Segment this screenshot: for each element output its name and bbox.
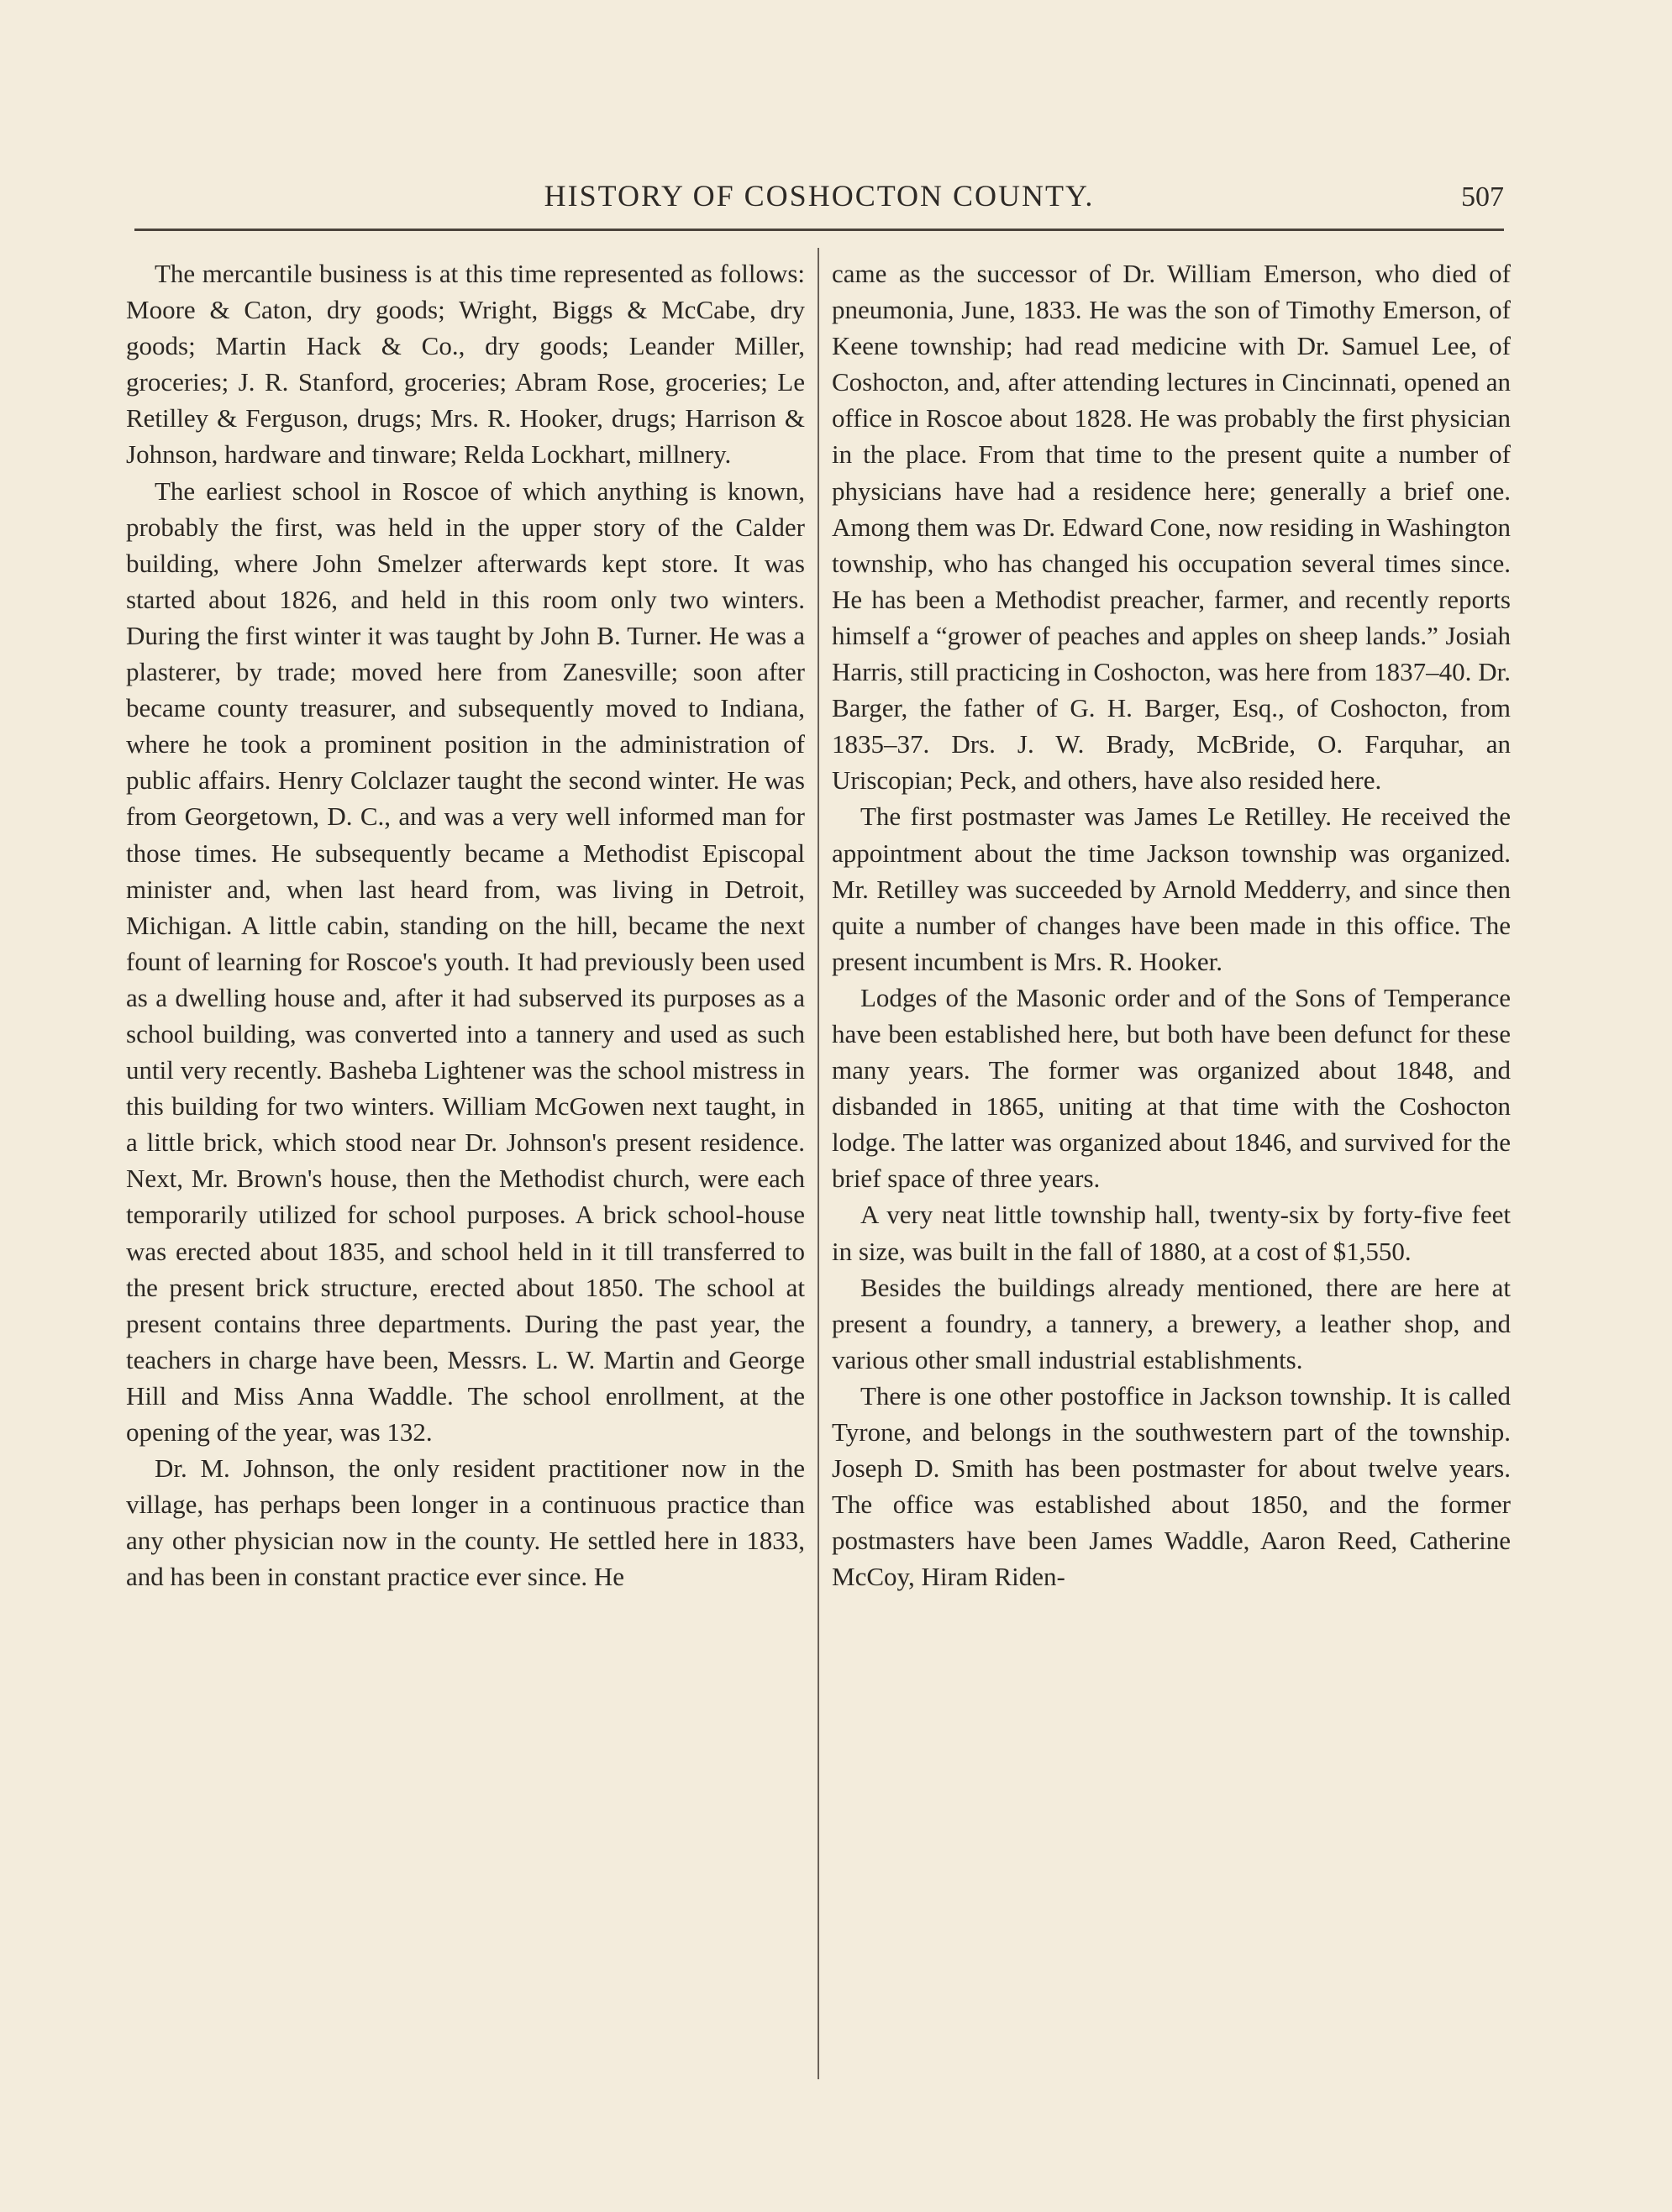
paragraph-earliest-school: The earliest school in Roscoe of which anything is known, probably the first, was held in the upper story of the Calder building, where John Smelzer afterwards kept store. It was started about 1826, and held in this room only two winters. During the first winter it was taught by John B. Turner. He was a plasterer, by trade; moved here from Zanesville; soon after became county treasurer, and subsequently moved to Indiana, where he took a prominent position in the administration of public affairs. Henry Colclazer taught the second winter. He was from Georgetown, D. C., and was a very well informed man for those times. He subsequently became a Methodist Episcopal minister and, when last heard from, was living in Detroit, Michigan. A little cabin, standing on the hill, became the next fount of learning for Roscoe's youth. It had previously been used as a dwelling house and, after it had subserved its purposes as a school building, was converted into a tannery and used as such until very recently. Basheba Lightener was the school mistress in this building for two winters. William McGowen next taught, in a little brick, which stood near Dr. Johnson's present residence. Next, Mr. Brown's house, then the Methodist church, were each temporarily utilized for school purposes. A brick school-house was erected about 1835, and school held in it till transferred to the present brick structure, erected about 1850. The school at present contains three departments. During the past year, the teachers in charge have been, Messrs. L. W. Martin and George Hill and Miss Anna Waddle. The school enrollment, at the opening of the year, was 132. <box>126 476 805 1447</box>
paragraph-industrial-buildings: Besides the buildings already mentioned, there are here at present a foundry, a tannery, a brewery, a leather shop, and various other small industrial establishments. <box>832 1272 1511 1374</box>
paragraph-mercantile: The mercantile business is at this time represented as follows: Moore & Caton, dry goods; Wright, Biggs & McCabe, dry goods; Martin Hack & Co., dry goods; Leander Miller, groceries; J. R. Stanford, groceries; Abram Rose, groceries; Le Retilley & Ferguson, drugs; Mrs. R. Hooker, drugs; Harrison & Johnson, hardware and tinware; Relda Lockhart, millnery. <box>126 259 805 470</box>
column-divider <box>818 248 819 2079</box>
running-title: HISTORY OF COSHOCTON COUNTY. <box>544 179 1095 213</box>
page-header <box>134 178 1504 225</box>
paragraph-tyrone-postoffice: There is one other postoffice in Jackson township. It is called Tyrone, and belongs in the southwestern part of the township. Joseph D. Smith has been postmaster for about twelve years. The office was established about 1850, and the former postmasters have been James Waddle, Aaron Reed, Catherine McCoy, Hiram Riden- <box>832 1380 1511 1592</box>
paragraph-lodges: Lodges of the Masonic order and of the Sons of Temperance have been established here, but both have been defunct for these many years. The former was organized about 1848, and disbanded in 1865, uniting at that time with the Coshocton lodge. The latter was organized about 1846, and survived for the brief space of three years. <box>832 982 1511 1194</box>
left-column <box>126 255 805 1595</box>
right-column <box>832 255 1511 1595</box>
page-number: 507 <box>1461 181 1504 213</box>
paragraph-physicians-continued: came as the successor of Dr. William Emerson, who died of pneumonia, June, 1833. He was the son of Timothy Emerson, of Keene township; had read medicine with Dr. Samuel Lee, of Coshocton, and, after attending lectures in Cincinnati, opened an office in Roscoe about 1828. He was probably the first physician in the place. From that time to the present quite a number of physicians have had a residence here; generally a brief one. Among them was Dr. Edward Cone, now residing in Washington township, who has changed his occupation several times since. He has been a Methodist preacher, farmer, and recently reports himself a “grower of peaches and apples on sheep lands.” Josiah Harris, still practicing in Coshocton, was here from 1837–40. Dr. Barger, the father of G. H. Barger, Esq., of Coshocton, from 1835–37. Drs. J. W. Brady, McBride, O. Farquhar, an Uriscopian; Peck, and others, have also resided here. <box>832 259 1511 796</box>
paragraph-first-postmaster: The first postmaster was James Le Retilley. He received the appointment about the time Jackson township was organized. Mr. Retilley was succeeded by Arnold Medderry, and since then quite a number of changes have been made in this office. The present incumbent is Mrs. R. Hooker. <box>832 801 1511 976</box>
paragraph-dr-johnson: Dr. M. Johnson, the only resident practitioner now in the village, has perhaps been longer in a continuous practice than any other physician now in the county. He settled here in 1833, and has been in constant practice ever since. He <box>126 1453 805 1592</box>
header-rule <box>134 229 1504 231</box>
paragraph-township-hall: A very neat little township hall, twenty-six by forty-five feet in size, was built in the fall of 1880, at a cost of $1,550. <box>832 1200 1511 1266</box>
